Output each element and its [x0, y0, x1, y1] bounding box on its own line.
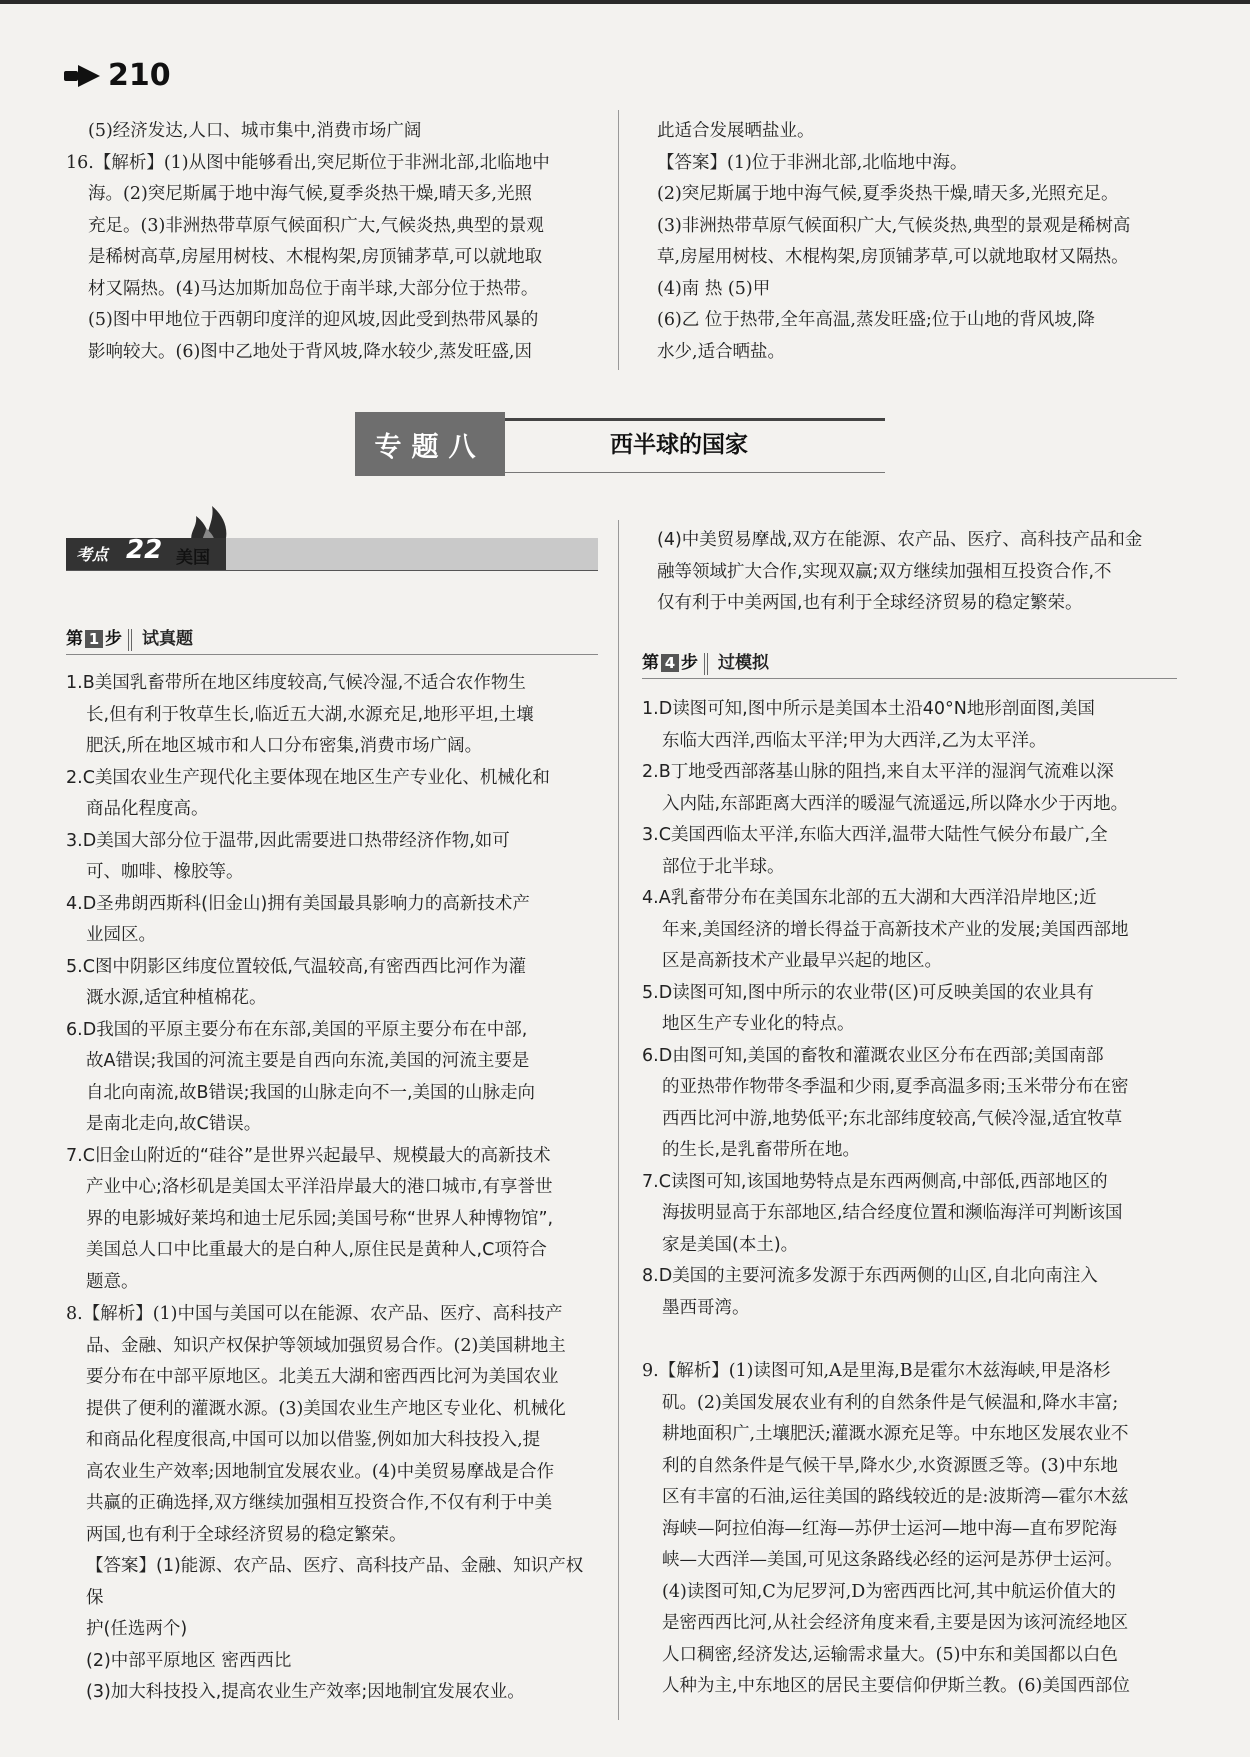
right_items-item — [642, 1041, 1177, 1073]
page-number: 210 — [108, 58, 171, 93]
item-number: 1. — [66, 673, 83, 693]
step-1-header — [66, 624, 598, 652]
right_items-item: 的生长,是乳畜带所在地。 — [662, 1140, 861, 1160]
right_items-item — [642, 757, 1177, 789]
item-answer-letter: B — [658, 762, 671, 782]
step-rule — [642, 678, 1177, 679]
item-text: 美国的主要河流多发源于东西两侧的山区,自北向南注入 — [672, 1266, 1098, 1286]
item-number: 7. — [642, 1171, 659, 1192]
right_items-item — [642, 694, 1177, 726]
step-separator — [704, 653, 708, 675]
left_items-item: 业园区。 — [86, 925, 156, 945]
item-text: 由图可知,美国的畜牧和灌溉农业区分布在西部;美国南部 — [672, 1045, 1104, 1066]
item-answer-letter: B — [82, 673, 95, 693]
item-number: 4. — [642, 888, 659, 908]
q16-line — [66, 148, 598, 180]
topic-rule — [66, 570, 598, 571]
left_items-item — [66, 952, 598, 984]
step-number: 1 — [85, 630, 103, 648]
item-text: 读图可知,该国地势特点是东西两侧高,中部低,西部地区的 — [670, 1171, 1108, 1192]
left_items-item: 美国总人口中比重最大的是白种人,原住民是黄种人,C项符合 — [86, 1240, 547, 1260]
q9-text: 区有丰富的石油,运往美国的路线较近的是:波斯湾—霍尔木兹 — [662, 1487, 1129, 1507]
q8-text: (1)中国与美国可以在能源、农产品、医疗、高科技产 — [152, 1304, 563, 1324]
left_items-item: 产业中心;洛杉矶是美国太平洋沿岸最大的港口城市,有享誉世 — [86, 1177, 553, 1197]
q9-text: 利的自然条件是气候干旱,降水少,水资源匮乏等。(3)中东地 — [662, 1455, 1118, 1476]
item-number: 5. — [642, 982, 659, 1003]
topic-bar — [166, 538, 598, 570]
item-number: 4. — [66, 893, 83, 914]
item-number: 1. — [642, 699, 659, 719]
item-answer-letter: D — [82, 1019, 97, 1040]
right_items-item: 部位于北半球。 — [662, 856, 785, 877]
q8-text: 高农业生产效率;因地制宜发展农业。(4)中美贸易摩战是合作 — [86, 1461, 555, 1482]
topic-prefix: 考点 — [76, 545, 109, 564]
answer-text: 水少,适合晒盐。 — [657, 341, 786, 362]
right_items-item: 墨西哥湾。 — [662, 1297, 750, 1318]
item-number: 3. — [642, 825, 659, 845]
step-title: 过模拟 — [718, 653, 769, 673]
item-text: 读图可知,图中所示是美国本土沿40°N地形剖面图,美国 — [672, 699, 1095, 719]
q8-text: 提供了便利的灌溉水源。(3)美国农业生产地区专业化、机械化 — [86, 1398, 566, 1419]
q9-text: 耕地面积广,土壤肥沃;灌溉水源充足等。中东地区发展农业不 — [662, 1424, 1129, 1444]
q9-text: 人口稠密,经济发达,运输需求量大。(5)中东和美国都以白色 — [662, 1644, 1118, 1665]
answer-text: (4)南 热 (5)甲 — [657, 278, 771, 299]
chapter-label: 专题八 — [355, 412, 505, 476]
left_items-item — [66, 1015, 598, 1047]
right_items-item: 年来,美国经济的增长得益于高新技术产业的发展;美国西部地 — [662, 919, 1129, 940]
q8-text: 两国,也有利于全球经济贸易的稳定繁荣。 — [86, 1524, 407, 1545]
left_items-item: 长,但有利于牧草生长,临近五大湖,水源充足,地形平坦,土壤 — [86, 704, 534, 725]
answer-text: 护(任选两个) — [86, 1619, 188, 1639]
q15-cont: (5)经济发达,人口、城市集中,消费市场广阔 — [88, 121, 422, 141]
answer-text: (2)突尼斯属于地中海气候,夏季炎热干燥,晴天多,光照充足。 — [657, 184, 1119, 204]
top-right-block — [657, 116, 1177, 368]
topic-title: 美国 — [176, 548, 210, 568]
left_items-item — [66, 1141, 598, 1173]
q8-tag: 【解析】 — [82, 1304, 153, 1324]
answer-text: (3)加大科技投入,提高农业生产效率;因地制宜发展农业。 — [86, 1682, 525, 1702]
step-pre: 第 — [642, 653, 659, 673]
answer-text: (2)中部平原地区 密西西比 — [86, 1650, 292, 1671]
item-answer-letter: D — [658, 1045, 673, 1066]
q9-text: 是密西西比河,从社会经济角度来看,主要是因为该河流经地区 — [662, 1613, 1129, 1633]
right_items-item: 西西比河中游,地势低平;东北部纬度较高,气候冷湿,适宜牧草 — [662, 1108, 1123, 1129]
item-answer-letter: C — [658, 1171, 671, 1192]
item-answer-letter: C — [82, 767, 95, 788]
item-answer-letter: A — [658, 888, 671, 908]
item-text: 美国农业生产现代化主要体现在地区生产专业化、机械化和 — [94, 767, 550, 788]
left_items-item: 题意。 — [86, 1271, 139, 1292]
item-number: 7. — [66, 1145, 83, 1166]
left-answers — [66, 668, 598, 1298]
top-left-block — [66, 116, 598, 368]
right_items-item: 地区生产专业化的特点。 — [662, 1014, 855, 1034]
item-answer-letter: C — [82, 956, 95, 977]
q9-text: 矶。(2)美国发展农业有利的自然条件是气候温和,降水丰富; — [662, 1392, 1119, 1413]
item-number: 5. — [66, 956, 83, 977]
answer-text: (1)位于非洲北部,北临地中海。 — [727, 152, 968, 173]
item-number: 3. — [66, 830, 83, 851]
step-separator — [128, 629, 132, 651]
q9-text: (4)读图可知,C为尼罗河,D为密西西比河,其中航运价值大的 — [662, 1581, 1116, 1602]
left_items-item: 肥沃,所在地区城市和人口分布密集,消费市场广阔。 — [86, 736, 483, 756]
left_items-item: 界的电影城好莱坞和迪士尼乐园;美国号称“世界人种博物馆”, — [86, 1208, 554, 1229]
chapter-heading — [355, 412, 885, 476]
item-answer-letter: C — [658, 825, 671, 845]
item-text: 美国大部分位于温带,因此需要进口热带经济作物,如可 — [96, 830, 510, 851]
column-divider — [618, 520, 619, 1720]
item-answer-letter: D — [658, 699, 673, 719]
right_items-item — [642, 1167, 1177, 1199]
chapter-title: 西半球的国家 — [610, 432, 748, 458]
q8-text: 共赢的正确选择,双方继续加强相互投资合作,不仅有利于中美 — [86, 1493, 553, 1513]
right_items-item — [642, 978, 1177, 1010]
q16-text: 海。(2)突尼斯属于地中海气候,夏季炎热干燥,晴天多,光照 — [88, 184, 532, 204]
q9-tag: 【解析】 — [658, 1361, 729, 1381]
left_items-item — [66, 763, 598, 795]
step-4-header — [642, 648, 1177, 676]
q16-text: (1)从图中能够看出,突尼斯位于非洲北部,北临地中 — [163, 152, 550, 173]
item-text: 我国的平原主要分布在东部,美国的平原主要分布在中部, — [96, 1019, 528, 1040]
answer-text: 仅有利于中美两国,也有利于全球经济贸易的稳定繁荣。 — [657, 593, 1083, 613]
q9-text: 海峡—阿拉伯海—红海—苏伊士运河—地中海—直布罗陀海 — [662, 1518, 1117, 1539]
page-number-block — [64, 58, 171, 93]
arrow-right-icon — [64, 65, 100, 87]
item-number: 6. — [642, 1045, 659, 1066]
left_items-item: 是南北走向,故C错误。 — [86, 1114, 262, 1134]
step-number: 4 — [661, 654, 679, 672]
chapter-rule — [505, 472, 885, 473]
right-top-block — [657, 525, 1177, 620]
answer-tag: 【答案】 — [657, 152, 727, 173]
right_items-item: 东临大西洋,西临太平洋;甲为大西洋,乙为太平洋。 — [662, 730, 1047, 751]
q16-text: 此适合发展晒盐业。 — [657, 121, 815, 141]
right_items-item — [642, 883, 1177, 915]
item-number: 2. — [66, 767, 83, 788]
item-number: 8. — [642, 1266, 659, 1286]
q16-tag: 【解析】 — [93, 152, 164, 173]
q8-text: 要分布在中部平原地区。北美五大湖和密西西比河为美国农业 — [86, 1367, 559, 1387]
answer-text: (4)中美贸易摩战,双方在能源、农产品、医疗、高科技产品和金 — [657, 530, 1143, 550]
item-text: 读图可知,图中所示的农业带(区)可反映美国的农业具有 — [672, 982, 1094, 1003]
left_items-item: 可、咖啡、橡胶等。 — [86, 862, 244, 882]
step-rule — [66, 654, 598, 655]
q16-text: 影响较大。(6)图中乙地处于背风坡,降水较少,蒸发旺盛,因 — [88, 341, 532, 362]
item-text: 圣弗朗西斯科(旧金山)拥有美国最具影响力的高新技术产 — [96, 893, 530, 914]
step-title: 试真题 — [142, 629, 193, 649]
item-number: 6. — [66, 1019, 83, 1040]
right-answers — [642, 694, 1177, 1324]
q8-text: 品、金融、知识产权保护等领域加强贸易合作。(2)美国耕地主 — [86, 1335, 566, 1356]
q8-text: 和商品化程度很高,中国可以加以借鉴,例如加大科技投入,提 — [86, 1430, 541, 1450]
item-answer-letter: D — [658, 982, 673, 1003]
right_items-item — [642, 820, 1177, 852]
item-text: 美国西临太平洋,东临大西洋,温带大陆性气候分布最广,全 — [670, 825, 1108, 845]
q16-text: (5)图中甲地位于西朝印度洋的迎风坡,因此受到热带风暴的 — [88, 310, 539, 330]
left_items-item: 溉水源,适宜种植棉花。 — [86, 988, 267, 1008]
answer-text: (3)非洲热带草原气候面积广大,气候炎热,典型的景观是稀树高 — [657, 215, 1131, 236]
step-post: 步 — [681, 653, 698, 673]
item-answer-letter: D — [82, 893, 97, 914]
left_items-item: 自北向南流,故B错误;我国的山脉走向不一,美国的山脉走向 — [86, 1082, 536, 1103]
item-text: 图中阴影区纬度位置较低,气温较高,有密西西比河作为灌 — [94, 956, 527, 977]
left_items-item — [66, 826, 598, 858]
answer-text: (6)乙 位于热带,全年高温,蒸发旺盛;位于山地的背风坡,降 — [657, 310, 1095, 330]
right_items-item — [642, 1261, 1177, 1293]
item-answer-letter: C — [82, 1145, 95, 1166]
q9-block — [642, 1356, 1177, 1703]
left_items-item — [66, 668, 598, 700]
top-border — [0, 0, 1250, 4]
item-text: 旧金山附近的“硅谷”是世界兴起最早、规模最大的高新技术 — [94, 1145, 551, 1166]
right_items-item: 的亚热带作物带冬季温和少雨,夏季高温多雨;玉米带分布在密 — [662, 1077, 1129, 1097]
answer-text: 草,房屋用树枝、木棍构架,房顶铺茅草,可以就地取材又隔热。 — [657, 247, 1129, 267]
item-text: 乳畜带分布在美国东北部的五大湖和大西洋沿岸地区;近 — [670, 888, 1097, 908]
left_items-item: 故A错误;我国的河流主要是自西向东流,美国的河流主要是 — [86, 1051, 530, 1071]
q16-answer — [657, 148, 1177, 180]
q9-num: 9. — [642, 1361, 659, 1381]
answer-text: (1)能源、农产品、医疗、高科技产品、金融、知识产权保 — [86, 1556, 584, 1608]
item-number: 2. — [642, 762, 659, 782]
right_items-item: 区是高新技术产业最早兴起的地区。 — [662, 951, 942, 971]
q16-text: 是稀树高草,房屋用树枝、木棍构架,房顶铺茅草,可以就地取 — [88, 247, 543, 267]
q9-text: (1)读图可知,A是里海,B是霍尔木兹海峡,甲是洛杉 — [728, 1361, 1111, 1381]
answer-text: 融等领域扩大合作,实现双赢;双方继续加强相互投资合作,不 — [657, 561, 1112, 582]
item-text: 丁地受西部落基山脉的阻挡,来自太平洋的湿润气流难以深 — [670, 762, 1114, 782]
q16-text: 充足。(3)非洲热带草原气候面积广大,气候炎热,典型的景观 — [88, 215, 544, 236]
q8-block — [66, 1299, 598, 1709]
item-text: 美国乳畜带所在地区纬度较高,气候冷湿,不适合农作物生 — [94, 673, 526, 693]
right_items-item: 家是美国(本土)。 — [662, 1234, 799, 1255]
q9-text: 人种为主,中东地区的居民主要信仰伊斯兰教。(6)美国西部位 — [662, 1676, 1130, 1696]
left_items-item — [66, 889, 598, 921]
topic-number: 22 — [126, 535, 163, 565]
column-divider — [618, 110, 619, 370]
q8-num: 8. — [66, 1304, 83, 1324]
step-post: 步 — [105, 629, 122, 649]
right_items-item: 海拔明显高于东部地区,结合经度位置和濒临海洋可判断该国 — [662, 1203, 1123, 1223]
answer-tag: 【答案】 — [86, 1556, 156, 1576]
q9-text: 峡—大西洋—美国,可见这条路线必经的运河是苏伊士运河。 — [662, 1550, 1123, 1570]
item-answer-letter: D — [82, 830, 97, 851]
step-pre: 第 — [66, 629, 83, 649]
left_items-item: 商品化程度高。 — [86, 799, 209, 819]
q16-text: 材又隔热。(4)马达加斯加岛位于南半球,大部分位于热带。 — [88, 278, 539, 299]
chapter-rule — [505, 418, 885, 421]
topic-header — [66, 532, 598, 572]
item-answer-letter: D — [658, 1266, 673, 1286]
q16-num: 16. — [66, 152, 94, 173]
right_items-item: 入内陆,东部距离大西洋的暖湿气流遥远,所以降水少于丙地。 — [662, 793, 1129, 814]
